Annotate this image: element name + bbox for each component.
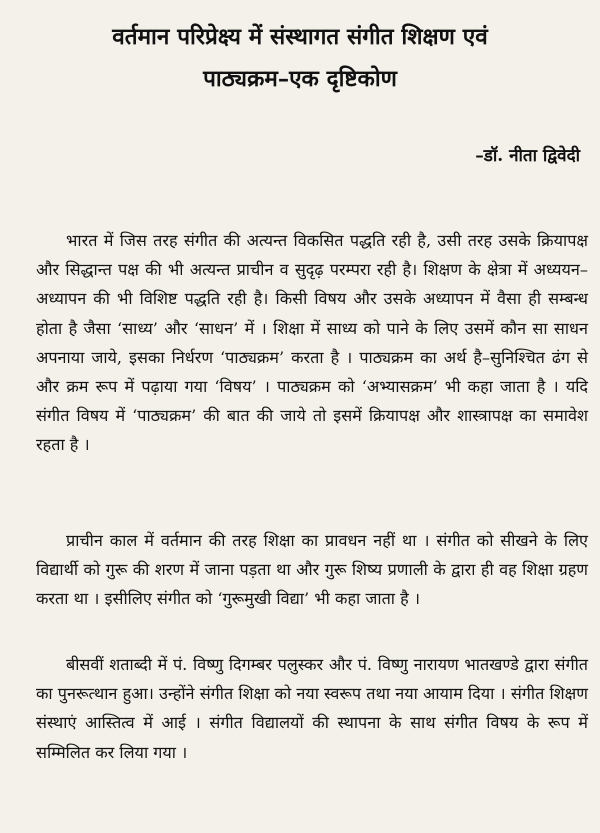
article-title-line-1: वर्तमान परिप्रेक्ष्य में संस्थागत संगीत शिक्षण एवं <box>112 24 488 50</box>
body-paragraph-3 <box>36 650 588 767</box>
paragraph-text: बीसवीं शताब्दी में पं. विष्णु दिगम्बर पलुस्कर और पं. विष्णु नारायण भातखण्डे द्वारा संगीत का पुनरूत्थान हुआ। उन्होंने संगीत शिक्षा को नया स्वरूप तथा नया आयाम दिया । संगीत शिक्षण संस्थाएं आस्तित्व में आई । संगीत विद्यालयों की स्थापना के साथ संगीत विषय के रूप में सम्मिलित कर लिया गया । <box>36 655 588 762</box>
body-paragraph-2 <box>36 526 588 614</box>
body-paragraph-1 <box>36 226 588 460</box>
author-byline: –डॉ. नीता द्विवेदी <box>475 146 580 166</box>
paragraph-text: प्राचीन काल में वर्तमान की तरह शिक्षा का प्रावधन नहीं था । संगीत को सीखने के लिए विद्यार्थी को गुरू की शरण में जाना पड़ता था और गुरू शिष्य प्रणाली के द्वारा ही वह शिक्षा ग्रहण करता था । इसीलिए संगीत को ‘गुरूमुखी विद्या’ भी कहा जाता है । <box>36 531 588 609</box>
article-title-line-2: पाठ्यक्रम–एक दृष्टिकोण <box>203 66 397 92</box>
paragraph-text: भारत में जिस तरह संगीत की अत्यन्त विकसित पद्धति रही है, उसी तरह उसके क्रियापक्ष और सिद्धान्त पक्ष की भी अत्यन्त प्राचीन व सुदृढ़ परम्परा रही है। शिक्षण के क्षेत्रा में अध्ययन–अध्यापन की भी विशिष्ट पद्धति रही है। किसी विषय और उसके अध्यापन में वैसा ही सम्बन्ध होता है जैसा ‘साध्य’ और ‘साधन’ में । शिक्षा में साध्य को पाने के लिए उसमें कौन सा साधन अपनाया जाये, इसका निर्धरण ‘पाठ्यक्रम’ करता है । पाठ्यक्रम का अर्थ है–सुनिश्चित ढंग से और क्रम रूप में पढ़ाया गया ‘विषय’ । पाठ्यक्रम को ‘अभ्यासक्रम’ भी कहा जाता है । यदि संगीत विषय में ‘पाठ्यक्रम’ की बात की जाये तो इसमें क्रियापक्ष और शास्त्रापक्ष का समावेश रहता है । <box>36 231 588 455</box>
